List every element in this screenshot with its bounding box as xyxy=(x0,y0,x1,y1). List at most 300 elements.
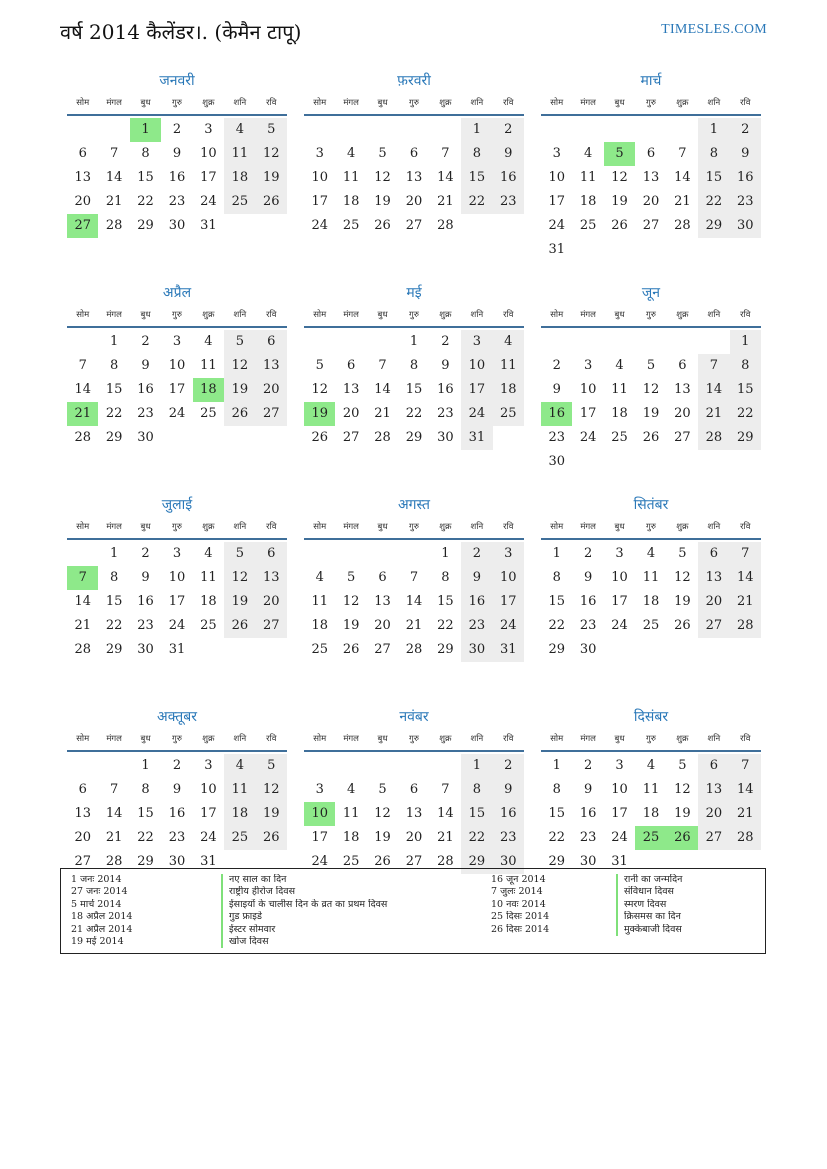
day-cell: 22 xyxy=(461,190,492,214)
day-cell: 21 xyxy=(437,194,454,209)
day-cell: 27 xyxy=(342,430,360,445)
weekday-label: बुध xyxy=(614,98,625,108)
day-cell: 19 xyxy=(256,802,287,826)
day-cell: 26 xyxy=(224,614,255,638)
day-cell: 2 xyxy=(441,334,450,349)
day-cell: 11 xyxy=(200,358,217,373)
weekday-label: रवि xyxy=(266,734,277,744)
day-cell: 26 xyxy=(342,642,360,657)
day-cell: 25 xyxy=(224,826,255,850)
day-cell: 18 xyxy=(611,406,628,421)
weekday-label: रवि xyxy=(266,310,277,320)
day-cell: 11 xyxy=(642,570,660,585)
day-cell: 5 xyxy=(224,330,255,354)
day-cell: 19 xyxy=(674,806,691,821)
day-cell: 23 xyxy=(137,618,154,633)
day-cell: 23 xyxy=(437,406,454,421)
weekday-label: शनि xyxy=(233,98,247,108)
holiday-day-cell: 27 xyxy=(67,214,98,238)
weekday-label: शनि xyxy=(470,734,484,744)
day-cell: 9 xyxy=(493,778,524,802)
day-cell: 23 xyxy=(168,830,186,845)
day-cell: 29 xyxy=(548,854,565,869)
weekday-label: सोम xyxy=(76,310,90,320)
day-cell: 20 xyxy=(74,830,91,845)
day-cell: 13 xyxy=(405,170,423,185)
legend-holiday-name: मुक्केबाजी दिवस xyxy=(616,924,766,936)
day-cell: 13 xyxy=(374,594,391,609)
day-cell: 5 xyxy=(315,358,324,373)
day-cell: 24 xyxy=(611,830,628,845)
day-cell: 17 xyxy=(200,806,217,821)
day-cell: 16 xyxy=(579,594,597,609)
day-cell: 16 xyxy=(461,590,492,614)
day-cell: 25 xyxy=(311,642,328,657)
day-cell: 10 xyxy=(548,170,565,185)
empty-cell xyxy=(541,118,572,142)
day-cell: 19 xyxy=(224,590,255,614)
day-cell: 17 xyxy=(611,594,628,609)
day-cell: 14 xyxy=(698,378,729,402)
weekday-label: मंगल xyxy=(106,310,122,320)
days-grid xyxy=(541,754,761,874)
empty-cell xyxy=(698,330,729,354)
day-cell: 11 xyxy=(611,382,628,397)
day-cell: 5 xyxy=(346,570,356,585)
day-cell: 13 xyxy=(405,806,423,821)
day-cell: 20 xyxy=(256,590,287,614)
day-cell: 24 xyxy=(168,618,186,633)
month-calendar xyxy=(541,282,761,488)
day-cell: 10 xyxy=(579,382,597,397)
day-cell: 6 xyxy=(256,330,287,354)
day-cell: 28 xyxy=(730,614,761,638)
day-cell: 7 xyxy=(678,146,687,161)
day-cell: 14 xyxy=(74,594,91,609)
day-cell: 5 xyxy=(256,118,287,142)
weekday-label: शुक्र xyxy=(439,310,452,320)
weekday-header xyxy=(304,92,524,116)
day-cell: 23 xyxy=(461,614,492,638)
day-cell: 10 xyxy=(168,570,186,585)
weekday-label: शुक्र xyxy=(676,310,689,320)
month-name: नवंबर xyxy=(399,709,429,725)
weekday-header xyxy=(304,304,524,328)
day-cell: 17 xyxy=(311,830,328,845)
day-cell: 16 xyxy=(137,594,154,609)
weekday-label: बुध xyxy=(377,522,388,532)
day-cell: 28 xyxy=(105,218,123,233)
day-cell: 2 xyxy=(141,334,150,349)
month-name: अप्रैल xyxy=(162,285,192,301)
day-cell: 7 xyxy=(78,358,87,373)
weekday-label: गुरु xyxy=(646,734,656,744)
day-cell: 23 xyxy=(579,618,597,633)
empty-cell xyxy=(67,118,98,142)
day-cell: 4 xyxy=(346,146,356,161)
day-cell: 14 xyxy=(374,382,391,397)
weekday-label: सोम xyxy=(550,310,564,320)
day-cell: 21 xyxy=(730,802,761,826)
weekday-label: शुक्र xyxy=(676,522,689,532)
day-cell: 4 xyxy=(615,358,624,373)
day-cell: 24 xyxy=(168,406,186,421)
legend-holiday-name: स्मरण दिवस xyxy=(616,899,766,911)
day-cell: 22 xyxy=(405,406,423,421)
month-calendar xyxy=(304,282,524,488)
day-cell: 13 xyxy=(74,170,91,185)
legend-holiday-name: खोज दिवस xyxy=(221,936,491,948)
month-name: मई xyxy=(406,285,422,301)
day-cell: 11 xyxy=(311,594,328,609)
day-cell: 11 xyxy=(200,570,217,585)
day-cell: 31 xyxy=(493,638,524,662)
day-cell: 20 xyxy=(342,406,360,421)
day-cell: 25 xyxy=(200,406,217,421)
day-cell: 16 xyxy=(437,382,454,397)
weekday-label: मंगल xyxy=(106,98,122,108)
weekday-header xyxy=(541,92,761,116)
weekday-label: मंगल xyxy=(580,98,596,108)
month-name: मार्च xyxy=(640,73,662,89)
day-cell: 15 xyxy=(405,382,423,397)
holiday-day-cell: 25 xyxy=(635,826,666,850)
weekday-label: मंगल xyxy=(106,522,122,532)
weekday-label: गुरु xyxy=(172,310,182,320)
weekday-label: मंगल xyxy=(106,734,122,744)
weekday-label: गुरु xyxy=(172,522,182,532)
day-cell: 11 xyxy=(579,170,597,185)
day-cell: 14 xyxy=(405,594,423,609)
day-cell: 30 xyxy=(548,454,565,469)
day-cell: 2 xyxy=(493,118,524,142)
day-cell: 19 xyxy=(611,194,628,209)
day-cell: 29 xyxy=(548,642,565,657)
day-cell: 22 xyxy=(698,190,729,214)
day-cell: 31 xyxy=(548,242,565,257)
day-cell: 24 xyxy=(200,830,217,845)
day-cell: 30 xyxy=(137,430,154,445)
day-cell: 1 xyxy=(409,334,419,349)
day-cell: 1 xyxy=(109,334,119,349)
day-cell: 6 xyxy=(78,146,87,161)
day-cell: 4 xyxy=(204,334,213,349)
day-cell: 16 xyxy=(579,806,597,821)
day-cell: 4 xyxy=(583,146,593,161)
day-cell: 11 xyxy=(224,778,255,802)
legend-date: 10 नवः 2014 xyxy=(491,898,546,910)
weekday-label: रवि xyxy=(740,522,751,532)
day-cell: 3 xyxy=(315,782,324,797)
empty-cell xyxy=(430,754,461,778)
weekday-label: बुध xyxy=(140,310,151,320)
day-cell: 19 xyxy=(642,406,660,421)
empty-cell xyxy=(367,118,398,142)
day-cell: 7 xyxy=(698,354,729,378)
day-cell: 28 xyxy=(437,854,454,869)
day-cell: 15 xyxy=(548,806,565,821)
weekday-label: सोम xyxy=(313,310,327,320)
day-cell: 29 xyxy=(437,642,454,657)
month-name: दिसंबर xyxy=(633,709,669,725)
day-cell: 15 xyxy=(548,594,565,609)
day-cell: 7 xyxy=(109,782,119,797)
day-cell: 21 xyxy=(405,618,423,633)
day-cell: 17 xyxy=(168,594,186,609)
month-calendar xyxy=(67,282,287,488)
empty-cell xyxy=(635,330,666,354)
day-cell: 26 xyxy=(674,618,691,633)
day-cell: 2 xyxy=(583,546,593,561)
empty-cell xyxy=(367,330,398,354)
weekday-label: शनि xyxy=(233,522,247,532)
day-cell: 9 xyxy=(172,146,182,161)
day-cell: 15 xyxy=(137,806,154,821)
day-cell: 10 xyxy=(611,570,628,585)
day-cell: 26 xyxy=(256,826,287,850)
day-cell: 18 xyxy=(342,194,360,209)
weekday-label: शुक्र xyxy=(202,522,215,532)
day-cell: 25 xyxy=(579,218,597,233)
day-cell: 6 xyxy=(698,754,729,778)
day-cell: 24 xyxy=(579,430,597,445)
day-cell: 4 xyxy=(493,330,524,354)
holiday-day-cell: 19 xyxy=(304,402,335,426)
day-cell: 27 xyxy=(405,854,423,869)
weekday-label: बुध xyxy=(140,522,151,532)
day-cell: 22 xyxy=(730,402,761,426)
weekday-label: मंगल xyxy=(343,734,359,744)
day-cell: 3 xyxy=(172,546,182,561)
day-cell: 25 xyxy=(342,218,360,233)
days-grid xyxy=(541,330,761,474)
day-cell: 4 xyxy=(346,782,356,797)
day-cell: 18 xyxy=(642,806,660,821)
empty-cell xyxy=(635,118,666,142)
day-cell: 14 xyxy=(105,170,123,185)
day-cell: 20 xyxy=(256,378,287,402)
days-grid xyxy=(67,118,287,238)
day-cell: 9 xyxy=(730,142,761,166)
day-cell: 18 xyxy=(642,594,660,609)
day-cell: 15 xyxy=(730,378,761,402)
day-cell: 15 xyxy=(461,166,492,190)
day-cell: 5 xyxy=(646,358,656,373)
day-cell: 12 xyxy=(224,566,255,590)
weekday-header xyxy=(304,728,524,752)
day-cell: 23 xyxy=(493,190,524,214)
days-grid xyxy=(67,542,287,662)
day-cell: 11 xyxy=(642,782,660,797)
holiday-day-cell: 5 xyxy=(604,142,635,166)
day-cell: 7 xyxy=(109,146,119,161)
day-cell: 14 xyxy=(730,566,761,590)
day-cell: 9 xyxy=(552,382,561,397)
weekday-header xyxy=(541,728,761,752)
weekday-label: शुक्र xyxy=(202,98,215,108)
days-grid xyxy=(304,542,524,662)
month-name: जनवरी xyxy=(159,73,195,89)
day-cell: 14 xyxy=(437,170,454,185)
weekday-label: मंगल xyxy=(343,310,359,320)
day-cell: 5 xyxy=(224,542,255,566)
day-cell: 6 xyxy=(698,542,729,566)
day-cell: 13 xyxy=(256,354,287,378)
empty-cell xyxy=(304,118,335,142)
empty-cell xyxy=(335,118,366,142)
day-cell: 8 xyxy=(461,778,492,802)
site-link[interactable]: TIMESLES.COM xyxy=(661,22,767,37)
day-cell: 18 xyxy=(200,594,217,609)
month-name: फ़रवरी xyxy=(397,73,431,89)
empty-cell xyxy=(67,754,98,778)
day-cell: 13 xyxy=(698,566,729,590)
day-cell: 12 xyxy=(256,142,287,166)
month-name: अगस्त xyxy=(397,497,430,513)
month-calendar xyxy=(541,70,761,276)
empty-cell xyxy=(67,330,98,354)
day-cell: 8 xyxy=(698,142,729,166)
day-cell: 8 xyxy=(552,570,561,585)
empty-cell xyxy=(572,330,603,354)
day-cell: 27 xyxy=(642,218,660,233)
weekday-header xyxy=(67,92,287,116)
empty-cell xyxy=(304,754,335,778)
holiday-day-cell: 21 xyxy=(67,402,98,426)
day-cell: 9 xyxy=(172,782,182,797)
day-cell: 30 xyxy=(168,854,186,869)
holiday-day-cell: 1 xyxy=(130,118,161,142)
day-cell: 6 xyxy=(78,782,87,797)
weekday-label: सोम xyxy=(313,734,327,744)
day-cell: 18 xyxy=(224,166,255,190)
day-cell: 31 xyxy=(200,218,217,233)
weekday-label: शुक्र xyxy=(439,522,452,532)
holiday-day-cell: 18 xyxy=(193,378,224,402)
empty-cell xyxy=(398,118,429,142)
weekday-label: शनि xyxy=(470,310,484,320)
day-cell: 15 xyxy=(461,802,492,826)
day-cell: 17 xyxy=(311,194,328,209)
day-cell: 15 xyxy=(698,166,729,190)
day-cell: 12 xyxy=(342,594,360,609)
day-cell: 17 xyxy=(200,170,217,185)
day-cell: 25 xyxy=(493,402,524,426)
day-cell: 12 xyxy=(674,570,691,585)
day-cell: 8 xyxy=(730,354,761,378)
day-cell: 22 xyxy=(461,826,492,850)
day-cell: 12 xyxy=(374,806,391,821)
weekday-label: गुरु xyxy=(409,734,419,744)
day-cell: 30 xyxy=(579,642,597,657)
day-cell: 12 xyxy=(256,778,287,802)
weekday-label: सोम xyxy=(550,522,564,532)
day-cell: 9 xyxy=(141,358,150,373)
day-cell: 4 xyxy=(315,570,324,585)
day-cell: 17 xyxy=(579,406,597,421)
day-cell: 15 xyxy=(105,594,123,609)
empty-cell xyxy=(367,542,398,566)
day-cell: 6 xyxy=(678,358,687,373)
day-cell: 2 xyxy=(172,758,182,773)
day-cell: 27 xyxy=(698,826,729,850)
day-cell: 27 xyxy=(256,614,287,638)
day-cell: 6 xyxy=(409,782,419,797)
day-cell: 27 xyxy=(698,614,729,638)
day-cell: 23 xyxy=(493,826,524,850)
day-cell: 6 xyxy=(346,358,356,373)
weekday-label: गुरु xyxy=(172,98,182,108)
weekday-label: शनि xyxy=(470,522,484,532)
empty-cell xyxy=(541,330,572,354)
weekday-label: गुरु xyxy=(646,522,656,532)
day-cell: 7 xyxy=(730,754,761,778)
day-cell: 27 xyxy=(674,430,691,445)
day-cell: 27 xyxy=(374,642,391,657)
day-cell: 14 xyxy=(105,806,123,821)
calendar-grid xyxy=(67,70,761,918)
day-cell: 8 xyxy=(109,358,119,373)
day-cell: 16 xyxy=(493,802,524,826)
day-cell: 3 xyxy=(315,146,324,161)
day-cell: 25 xyxy=(224,190,255,214)
day-cell: 20 xyxy=(405,830,423,845)
day-cell: 16 xyxy=(493,166,524,190)
day-cell: 28 xyxy=(437,218,454,233)
month-name: सितंबर xyxy=(633,497,669,513)
day-cell: 6 xyxy=(378,570,387,585)
month-calendar xyxy=(304,70,524,276)
day-cell: 6 xyxy=(256,542,287,566)
weekday-label: शुक्र xyxy=(202,310,215,320)
day-cell: 20 xyxy=(698,802,729,826)
day-cell: 20 xyxy=(674,406,691,421)
day-cell: 28 xyxy=(405,642,423,657)
day-cell: 30 xyxy=(579,854,597,869)
day-cell: 24 xyxy=(311,854,328,869)
legend-date: 1 जनः 2014 xyxy=(71,874,122,885)
day-cell: 24 xyxy=(493,614,524,638)
day-cell: 14 xyxy=(74,382,91,397)
day-cell: 12 xyxy=(374,170,391,185)
day-cell: 24 xyxy=(611,618,628,633)
day-cell: 10 xyxy=(493,566,524,590)
day-cell: 2 xyxy=(172,122,182,137)
legend-date: 27 जनः 2014 xyxy=(71,886,128,898)
day-cell: 20 xyxy=(74,194,91,209)
weekday-label: रवि xyxy=(503,98,514,108)
weekday-label: रवि xyxy=(503,734,514,744)
day-cell: 1 xyxy=(730,330,761,354)
day-cell: 3 xyxy=(461,330,492,354)
legend-dates-right xyxy=(491,874,616,948)
day-cell: 28 xyxy=(730,826,761,850)
legend-holiday-name: संविधान दिवस xyxy=(616,886,766,898)
legend-holiday-name: नए साल का दिन xyxy=(221,874,491,886)
empty-cell xyxy=(304,330,335,354)
legend-date: 5 मार्च 2014 xyxy=(71,898,122,910)
day-cell: 17 xyxy=(548,194,565,209)
empty-cell xyxy=(335,330,366,354)
day-cell: 19 xyxy=(374,830,391,845)
weekday-label: मंगल xyxy=(580,522,596,532)
day-cell: 23 xyxy=(579,830,597,845)
day-cell: 2 xyxy=(730,118,761,142)
weekday-label: गुरु xyxy=(409,522,419,532)
holiday-day-cell: 26 xyxy=(667,826,698,850)
day-cell: 1 xyxy=(141,758,150,773)
day-cell: 22 xyxy=(548,830,565,845)
